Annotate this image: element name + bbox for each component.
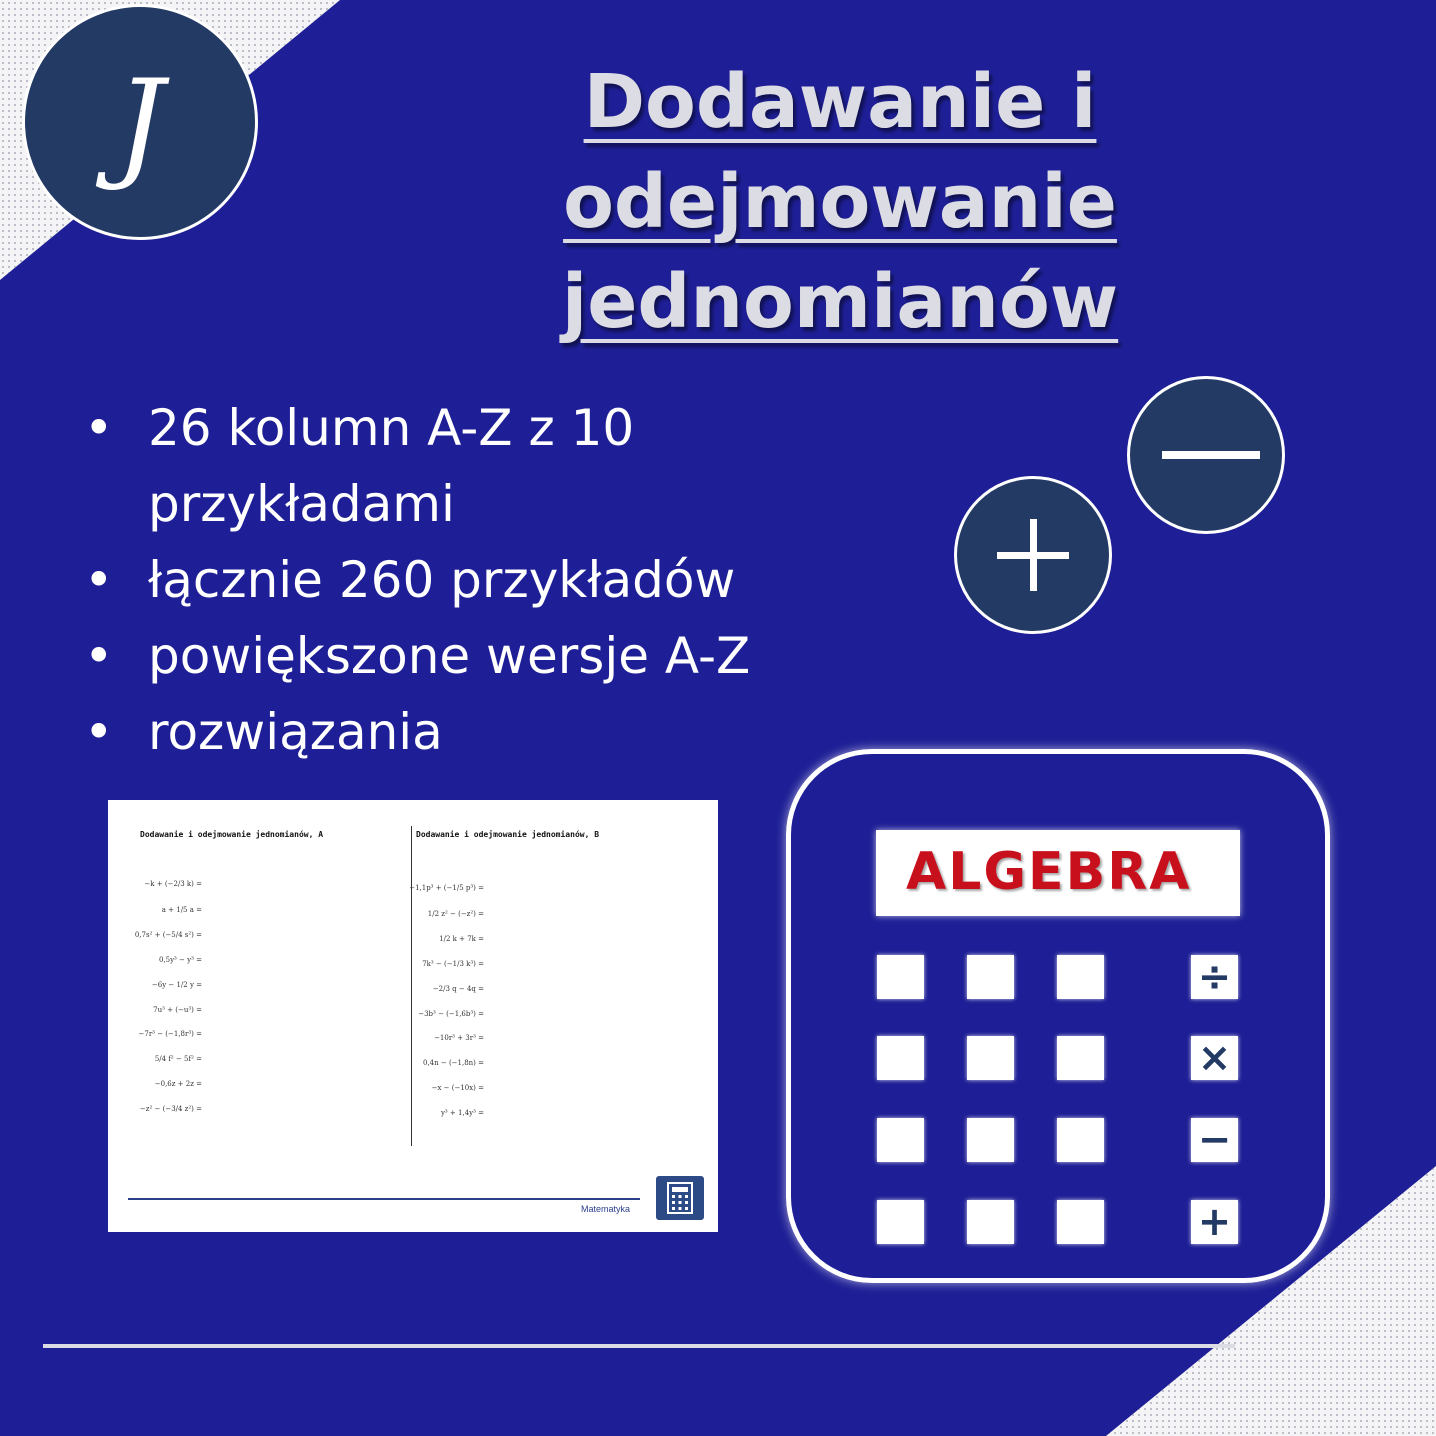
calculator-key: [967, 1118, 1014, 1162]
calculator-key: [967, 1036, 1014, 1080]
bullet-icon: •: [84, 703, 114, 761]
worksheet-title-b: Dodawanie i odejmowanie jednomianów, B: [416, 830, 600, 839]
minus-icon: [1127, 376, 1285, 534]
calculator-key: [1057, 955, 1104, 999]
plus-icon: [954, 476, 1112, 634]
bottom-divider: [43, 1344, 1235, 1348]
worksheet-example: −6y − 1/2 y =: [151, 981, 202, 989]
list-item-text: przykładami: [148, 475, 455, 533]
divide-key: ÷: [1191, 955, 1238, 999]
calculator-icon: [656, 1176, 704, 1220]
worksheet-example: −k + (−2/3 k) =: [144, 880, 202, 888]
worksheet-preview: [108, 800, 718, 1232]
list-item: [80, 694, 840, 770]
bullet-icon: •: [84, 399, 114, 457]
worksheet-example: 5/4 f² − 5f² =: [154, 1055, 202, 1063]
worksheet-footer: Matematyka: [581, 1204, 631, 1214]
worksheet-example: −3b³ − (−1,6b³) =: [418, 1010, 484, 1018]
worksheet-example: 1/2 k + 7k =: [439, 935, 484, 943]
page-title: [300, 52, 1380, 352]
worksheet-example: a + 1/5 a =: [161, 906, 202, 914]
bullet-icon: •: [84, 551, 114, 609]
list-item-text: rozwiązania: [148, 703, 443, 761]
logo: [22, 4, 258, 240]
worksheet-example: 0,4n − (−1,8n) =: [422, 1059, 484, 1067]
worksheet-title-a: Dodawanie i odejmowanie jednomianów, A: [140, 830, 324, 839]
worksheet-example: −7r³ − (−1,8r³) =: [138, 1030, 202, 1038]
calculator-key: [1057, 1036, 1104, 1080]
worksheet-footer-line: [128, 1198, 640, 1200]
calculator-key: [967, 1200, 1014, 1244]
list-item: [80, 542, 840, 618]
calculator-key: [967, 955, 1014, 999]
worksheet-example: 7u³ + (−u³) =: [153, 1006, 202, 1014]
list-item-text: 26 kolumn A-Z z 10: [148, 399, 635, 457]
worksheet-example: 1/2 z² − (−z²) =: [427, 910, 484, 918]
list-item: [80, 390, 840, 542]
worksheet-example: −10r³ + 3r³ =: [434, 1034, 484, 1042]
calculator-key: [1057, 1200, 1104, 1244]
worksheet-example: −1,1p³ + (−1/5 p³) =: [409, 884, 484, 892]
calculator-key: [877, 1036, 924, 1080]
add-key: +: [1191, 1200, 1238, 1244]
worksheet-example: 7k³ − (−1/3 k³) =: [422, 960, 484, 968]
multiply-key: ×: [1191, 1036, 1238, 1080]
list-item-text: łącznie 260 przykładów: [148, 551, 736, 609]
worksheet-example: −2/3 q − 4q =: [432, 985, 484, 993]
bullet-icon: •: [84, 627, 114, 685]
subtract-key: −: [1191, 1118, 1238, 1162]
worksheet-example: −x − (−10x) =: [431, 1084, 484, 1092]
list-item: [80, 618, 840, 694]
calculator-display: [876, 830, 1240, 916]
logo-letter: J: [115, 55, 165, 194]
calculator-key: [877, 955, 924, 999]
worksheet-example: y³ + 1,4y³ =: [440, 1109, 484, 1117]
calculator-key: [877, 1118, 924, 1162]
worksheet-example: −z² − (−3/4 z²) =: [139, 1105, 202, 1113]
worksheet-example: 0,5y³ − y³ =: [158, 956, 202, 964]
calculator-key: [877, 1200, 924, 1244]
calculator-display-text: ALGEBRA: [906, 842, 1192, 902]
worksheet-example: 0,7s² + (−5/4 s²) =: [134, 931, 202, 939]
title-line-2: jednomianów: [561, 259, 1119, 345]
calculator-key: [1057, 1118, 1104, 1162]
feature-list: [80, 390, 840, 770]
worksheet-example: −0,6z + 2z =: [154, 1080, 202, 1088]
title-line-1: Dodawanie i odejmowanie: [563, 59, 1117, 245]
list-item-text: powiększone wersje A-Z: [148, 627, 751, 685]
worksheet-divider: [411, 826, 412, 1146]
